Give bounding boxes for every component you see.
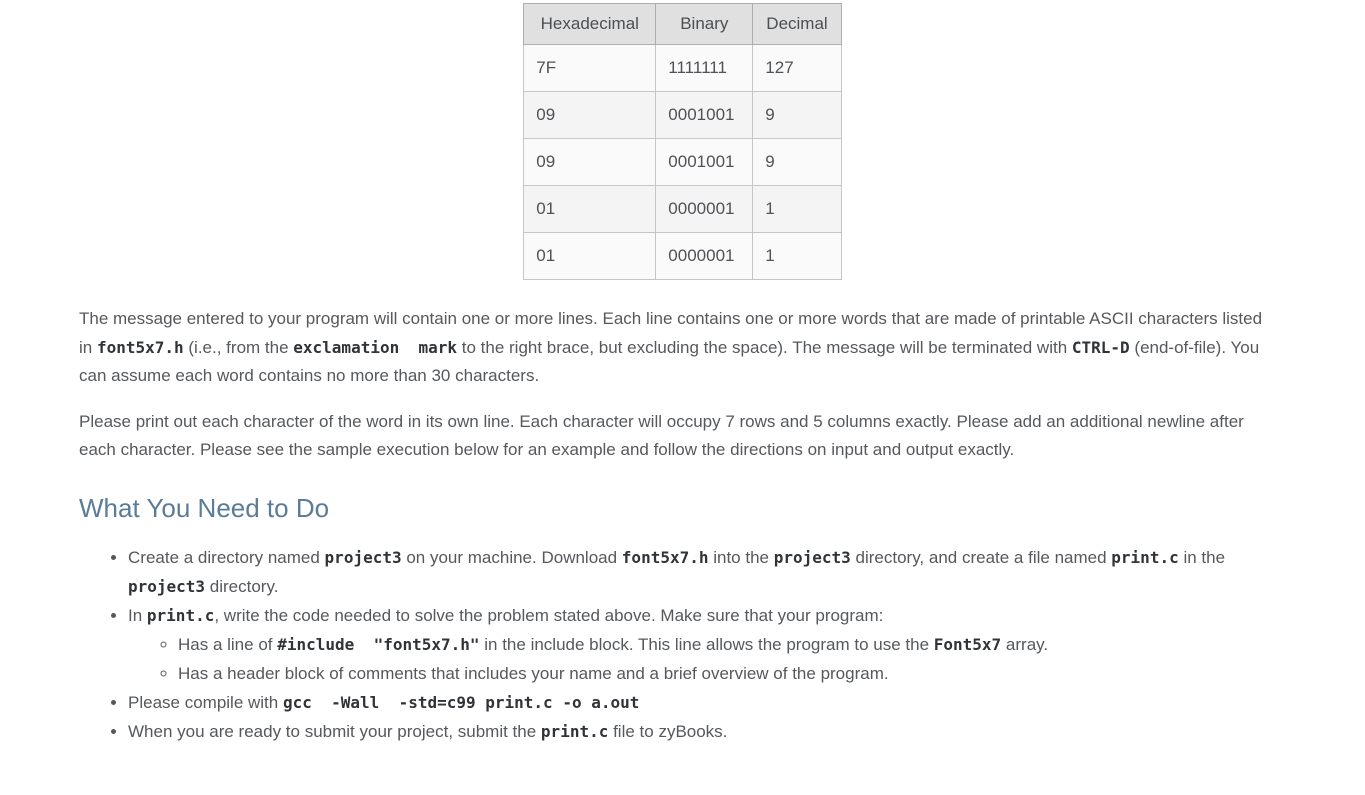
list-item (128, 601, 1265, 688)
table-header-row (524, 4, 841, 45)
table-header-hexadecimal: Hexadecimal (524, 4, 656, 45)
text-run: array. (1001, 634, 1049, 654)
instructions-list (79, 543, 1265, 746)
text-run: in the include block. This line allows the program to use the (479, 634, 934, 654)
table-cell: 09 (524, 92, 656, 139)
list-item (128, 688, 1265, 717)
hex-binary-decimal-table (523, 3, 841, 280)
table-row (524, 45, 841, 92)
table-cell: 1111111 (656, 45, 753, 92)
text-run: directory, and create a file named (850, 547, 1112, 567)
table-cell: 9 (753, 92, 841, 139)
text-run: (end-of-file). You can assume each word contains no more than 30 characters. (79, 337, 1260, 385)
sub-list-item (178, 659, 1265, 688)
table-row (524, 92, 841, 139)
table-cell: 127 (753, 45, 841, 92)
table-header-decimal: Decimal (753, 4, 841, 45)
inline-code: font5x7.h (96, 337, 184, 357)
table-cell: 01 (524, 233, 656, 280)
table-cell: 1 (753, 186, 841, 233)
table-row (524, 233, 841, 280)
table-row (524, 186, 841, 233)
table-row (524, 139, 841, 186)
inline-code: print.c (540, 721, 609, 741)
table-cell: 0001001 (656, 139, 753, 186)
paragraph-output-format (79, 408, 1265, 465)
conversion-table-container (0, 0, 1365, 280)
sub-list-item (178, 630, 1265, 659)
text-run: , write the code needed to solve the problem stated above. Make sure that your program: (214, 605, 884, 625)
text-run: (i.e., from the (183, 337, 294, 357)
inline-code: gcc -Wall -std=c99 print.c -o a.out (282, 692, 640, 712)
text-run: on your machine. Download (401, 547, 622, 567)
inline-code: #include "font5x7.h" (277, 634, 480, 654)
table-cell: 1 (753, 233, 841, 280)
list-item (128, 717, 1265, 746)
text-run: to the right brace, but excluding the space). The message will be terminated with (457, 337, 1072, 357)
text-run: The message entered to your program will contain one or more lines. Each line contains one or more words that are made of printable ASCII characters listed in (79, 309, 1263, 357)
text-run: In (128, 605, 147, 625)
table-cell: 0000001 (656, 186, 753, 233)
text-run: into the (708, 547, 774, 567)
table-header-binary: Binary (656, 4, 753, 45)
list-item (128, 543, 1265, 601)
inline-code: project3 (773, 547, 851, 567)
table-cell: 09 (524, 139, 656, 186)
text-run: Please compile with (128, 692, 283, 712)
inline-code: CTRL-D (1071, 337, 1130, 357)
inline-code: project3 (128, 576, 206, 596)
content-area (0, 280, 1365, 766)
text-run: Please print out each character of the word in its own line. Each character will occupy 7 rows and 5 columns exactly. Please add an additional newline after each character. Please see the sample execution below for an example and follow the directions on input and output exactly. (79, 411, 1244, 459)
text-run: directory. (205, 576, 279, 596)
text-run: Create a directory named (128, 547, 325, 567)
table-cell: 7F (524, 45, 656, 92)
text-run: Has a line of (178, 634, 278, 654)
inline-code: font5x7.h (621, 547, 709, 567)
table-cell: 0000001 (656, 233, 753, 280)
text-run: When you are ready to submit your project, submit the (128, 721, 541, 741)
sub-list (128, 630, 1265, 688)
section-heading: What You Need to Do (79, 492, 330, 523)
inline-code: print.c (146, 605, 215, 625)
table-cell: 9 (753, 139, 841, 186)
inline-code: print.c (1111, 547, 1179, 567)
inline-code: exclamation mark (293, 337, 458, 357)
inline-code: Font5x7 (933, 634, 1002, 654)
text-run: Has a header block of comments that includes your name and a brief overview of the program. (178, 663, 889, 683)
table-cell: 0001001 (656, 92, 753, 139)
table-cell: 01 (524, 186, 656, 233)
inline-code: project3 (324, 547, 402, 567)
text-run: file to zyBooks. (608, 721, 728, 741)
paragraph-message-format (79, 305, 1265, 391)
text-run: in the (1178, 547, 1226, 567)
